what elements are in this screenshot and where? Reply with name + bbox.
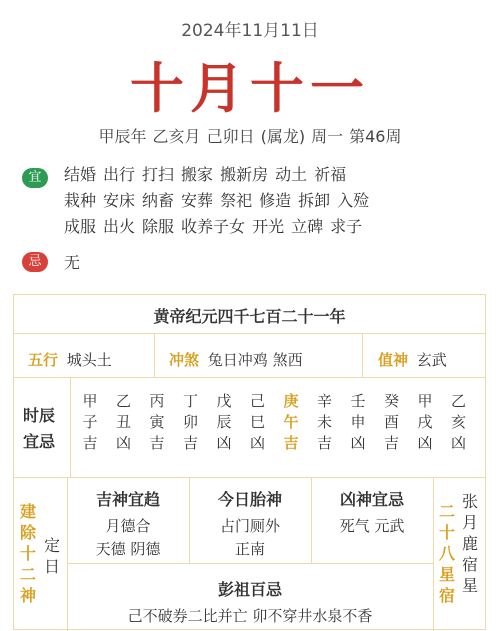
xingsu-value-char: 星 [461,576,478,595]
hour-zhi: 午 [283,413,299,431]
hour-gan: 癸 [383,392,399,410]
divider [67,563,433,564]
taishen-value-1: 占门厕外 [219,517,280,535]
hour-zhi: 子 [82,413,98,431]
hour-gan: 辛 [316,392,332,410]
yi-activity: 立碑 [291,217,324,236]
jianchu-label [18,501,38,606]
xingsu-value [460,491,480,596]
hours-label-2: 宜忌 [23,432,56,451]
pengzu-text: 己不破券二比并亡 卯不穿井水泉不香 [127,607,373,625]
xingsu-label-char: 十 [438,523,455,542]
hour-column [347,391,369,454]
jishen-value-2: 天德 阴德 [95,540,161,558]
hour-zhi: 戌 [417,413,433,431]
lunar-date-title: 十月十一 [130,56,370,120]
hour-column [180,391,202,454]
jianchu-label-char: 二 [19,565,36,584]
yi-activity: 拆卸 [298,191,331,210]
hour-luck: 吉 [316,434,332,452]
yi-activity: 栽种 [64,191,97,210]
xiongshen-value: 死气 元武 [339,517,405,535]
jianchu-value [42,535,62,577]
yi-badge: 宜 [22,168,48,188]
hour-luck: 吉 [182,434,198,452]
hour-column [213,391,235,454]
yi-activity: 搬家 [181,165,214,184]
era-year: 黄帝纪元四千七百二十一年 [153,307,346,326]
yi-activity-list [64,162,376,240]
hour-column [314,391,336,454]
jianchu-label-text [18,501,38,606]
xingsu-label-char: 宿 [438,586,455,605]
pengzu-label: 彭祖百忌 [217,580,282,599]
hour-column [247,391,269,454]
yi-activity: 除服 [142,217,175,236]
ji-activity-text: 无 [64,253,81,272]
hour-gan: 乙 [115,392,131,410]
yi-activity: 结婚 [64,165,97,184]
divider [154,333,155,377]
yi-activity: 打扫 [142,165,175,184]
week-number: 第46周 [349,127,402,146]
hour-gan: 己 [249,392,265,410]
hour-zhi: 巳 [249,413,265,431]
hour-luck: 吉 [383,434,399,452]
chongsha-label: 冲煞 [169,351,200,369]
hour-column [448,391,470,454]
zhishen-value: 玄武 [416,351,447,369]
yi-activity: 开光 [252,217,285,236]
jianchu-label-char: 建 [19,502,36,521]
jianchu-value-char: 定 [43,536,60,555]
wuxing-label: 五行 [28,351,59,369]
xingsu-value-char: 鹿 [461,534,478,553]
hour-gan: 丁 [182,392,198,410]
yi-activity: 纳畜 [142,191,175,210]
xiongshen-label: 凶神宜忌 [339,490,404,509]
taishen-label: 今日胎神 [217,490,282,509]
zhishen-cell [378,349,447,370]
taishen-value-2: 正南 [234,540,265,558]
jianchu-value-char: 日 [43,557,60,576]
hour-gan: 丙 [149,392,165,410]
divider [70,377,71,477]
yi-activity: 修造 [259,191,292,210]
yi-activity: 成服 [64,217,97,236]
yi-activity: 祭祀 [220,191,253,210]
jishen-value-1: 月德合 [105,517,151,535]
hour-gan: 甲 [82,392,98,410]
xingsu-label-char: 星 [438,565,455,584]
hour-zhi: 卯 [182,413,198,431]
jianchu-label-char: 除 [19,523,36,542]
yi-activity: 安床 [103,191,136,210]
divider [14,477,485,478]
xingsu-label [437,501,457,606]
zodiac: (属龙) [260,127,306,146]
hour-column [414,391,436,454]
xingsu-label-char: 二 [438,502,455,521]
hour-luck: 吉 [82,434,98,452]
hour-luck: 凶 [417,434,433,452]
hour-gan: 戊 [216,392,232,410]
hour-column [381,391,403,454]
hour-luck: 吉 [149,434,165,452]
wuxing-value: 城头土 [66,351,112,369]
hour-zhi: 未 [316,413,332,431]
xingsu-value-char: 张 [461,492,478,511]
weekday: 周一 [311,127,344,146]
hour-zhi: 酉 [383,413,399,431]
hour-zhi: 亥 [450,413,466,431]
xingsu-value-char: 宿 [461,555,478,574]
chongsha-value: 兔日冲鸡 煞西 [207,351,303,369]
yi-activity: 求子 [330,217,363,236]
yi-activity: 搬新房 [220,165,269,184]
jishen-label: 吉神宜趋 [95,490,160,509]
yi-activity: 动土 [275,165,308,184]
hour-gan: 甲 [417,392,433,410]
xingsu-value-char: 月 [461,513,478,532]
hour-luck: 凶 [249,434,265,452]
month-ganzhi: 乙亥月 [152,127,201,146]
yi-activity: 入殓 [337,191,370,210]
day-ganzhi: 己卯日 [206,127,255,146]
year-ganzhi: 甲辰年 [98,127,147,146]
yi-activity: 安葬 [181,191,214,210]
jianchu-label-char: 神 [19,586,36,605]
divider [433,477,434,631]
hour-column [79,391,101,454]
hour-column [113,391,135,454]
divider [14,377,485,378]
hour-zhi: 申 [350,413,366,431]
chongsha-cell [169,349,303,370]
hours-label-1: 时辰 [23,406,56,425]
hour-column [146,391,168,454]
zhishen-label: 值神 [378,351,409,369]
almanac-table [13,294,486,630]
jianchu-label-char: 十 [19,544,36,563]
hour-luck: 吉 [283,434,299,452]
hour-luck: 凶 [350,434,366,452]
solar-date: 2024年11月11日 [181,21,319,41]
hour-luck: 凶 [115,434,131,452]
divider [362,333,363,377]
hour-zhi: 丑 [115,413,131,431]
hour-gan: 壬 [350,392,366,410]
divider [14,333,485,334]
wuxing-cell [28,349,112,370]
hour-column [280,391,302,454]
hour-luck: 凶 [450,434,466,452]
yi-activity: 出火 [103,217,136,236]
yi-activity: 收养子女 [181,217,246,236]
hour-gan: 庚 [283,392,299,410]
yi-activity: 出行 [103,165,136,184]
ganzhi-line [0,124,500,147]
hour-zhi: 辰 [216,413,232,431]
hour-gan: 乙 [450,392,466,410]
ji-badge: 忌 [22,252,48,272]
xingsu-label-char: 八 [438,544,455,563]
yi-activity: 祈福 [314,165,347,184]
hour-zhi: 寅 [149,413,165,431]
hour-luck: 凶 [216,434,232,452]
